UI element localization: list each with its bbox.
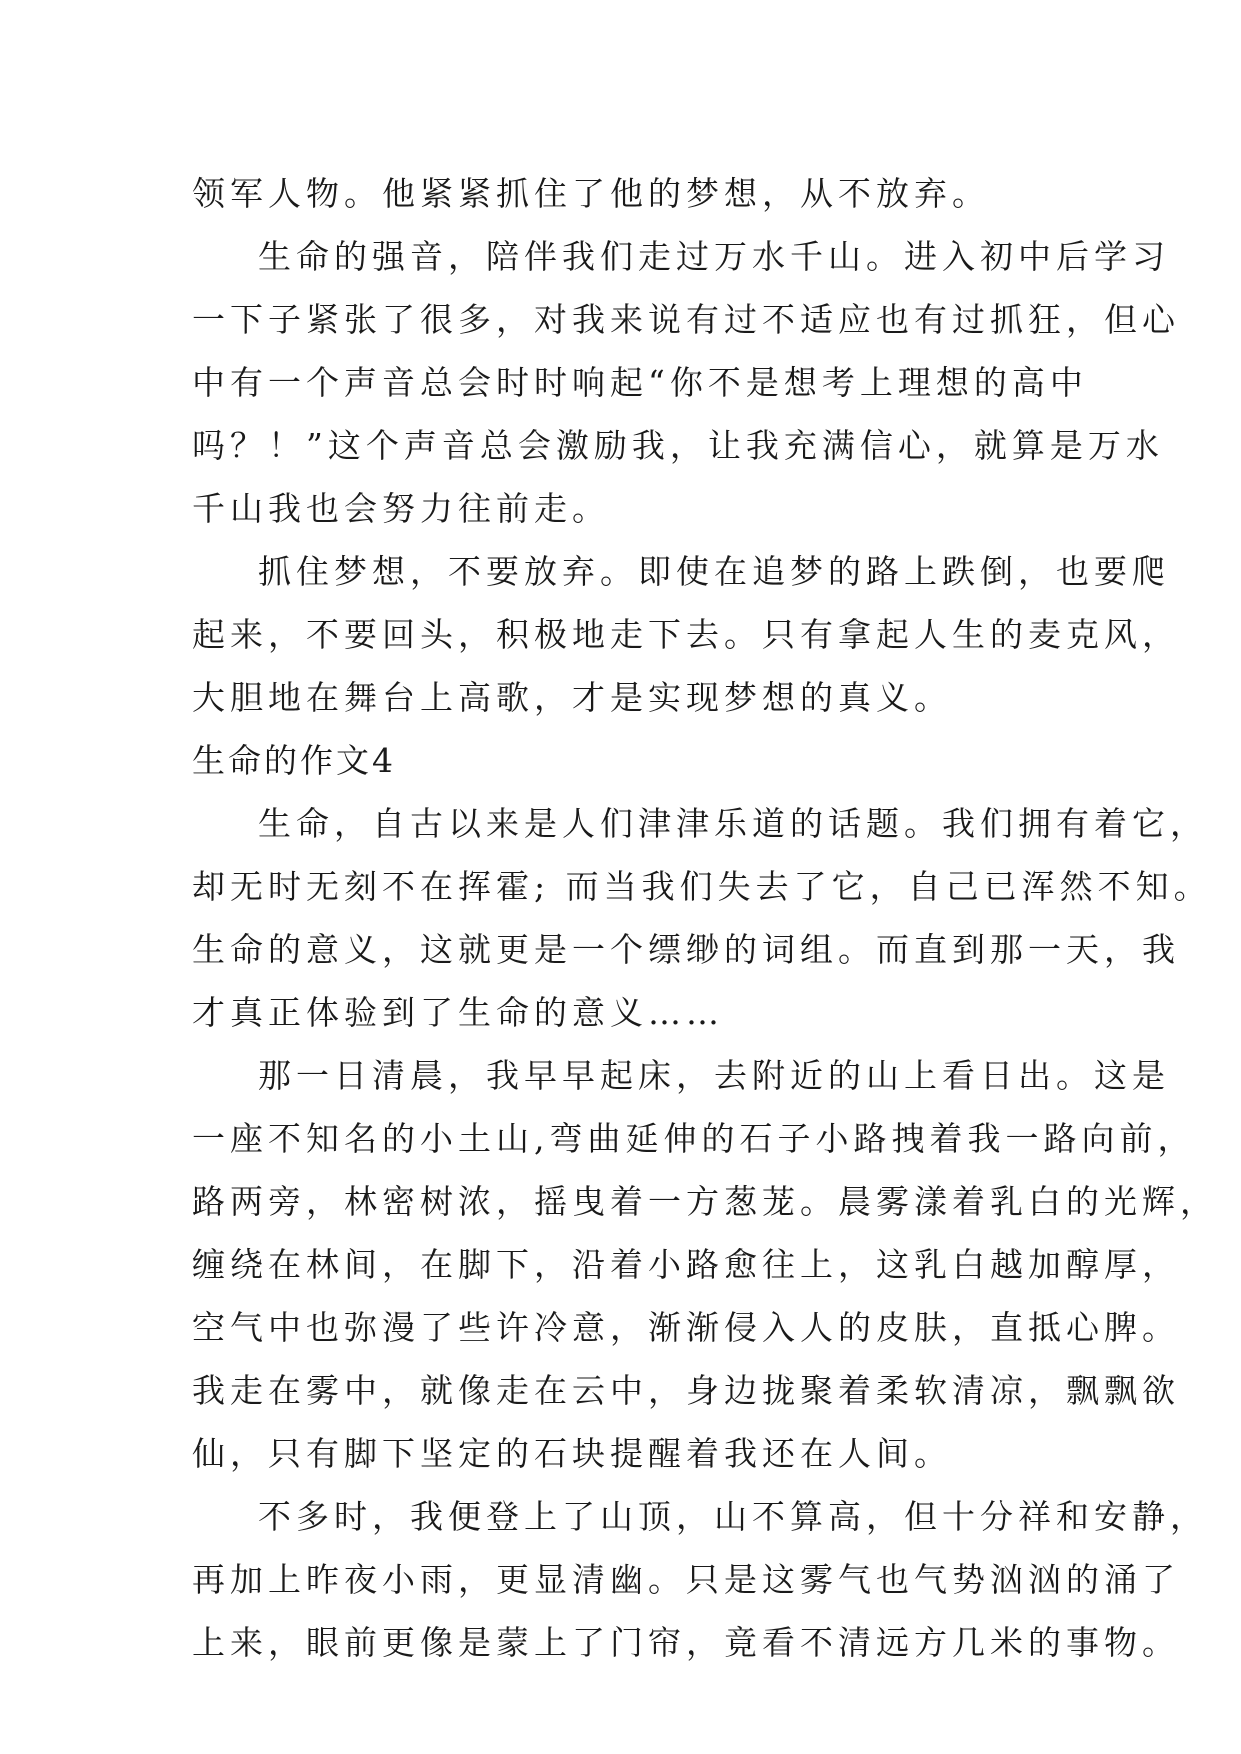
paragraph-line: 再加上昨夜小雨，更显清幽。只是这雾气也气势汹汹的涌了 xyxy=(192,1560,1180,1599)
paragraph-line: 领军人物。他紧紧抓住了他的梦想，从不放弃。 xyxy=(192,174,990,213)
paragraph-line: 路两旁，林密树浓，摇曳着一方葱茏。晨雾漾着乳白的光辉， xyxy=(192,1182,1218,1221)
paragraph-line: 生命的强音，陪伴我们走过万水千山。进入初中后学习 xyxy=(258,237,1170,276)
paragraph-line: 吗？！”这个声音总会激励我，让我充满信心，就算是万水 xyxy=(192,426,1164,465)
section-heading: 生命的作文4 xyxy=(192,741,396,780)
paragraph-line: 我走在雾中，就像走在云中，身边拢聚着柔软清凉，飘飘欲 xyxy=(192,1371,1180,1410)
paragraph-line: 那一日清晨，我早早起床，去附近的山上看日出。这是 xyxy=(258,1056,1170,1095)
paragraph-line: 空气中也弥漫了些许冷意，渐渐侵入人的皮肤，直抵心脾。 xyxy=(192,1308,1180,1347)
paragraph-line: 起来，不要回头，积极地走下去。只有拿起人生的麦克风， xyxy=(192,615,1180,654)
paragraph-line: 生命，自古以来是人们津津乐道的话题。我们拥有着它， xyxy=(258,804,1208,843)
document-body xyxy=(192,162,1218,1674)
paragraph-line: 不多时，我便登上了山顶，山不算高，但十分祥和安静， xyxy=(258,1497,1208,1536)
paragraph-line: 中有一个声音总会时时响起“你不是想考上理想的高中 xyxy=(192,363,1088,402)
paragraph-line: 生命的意义，这就更是一个缥缈的词组。而直到那一天，我 xyxy=(192,930,1180,969)
paragraph-line: 大胆地在舞台上高歌，才是实现梦想的真义。 xyxy=(192,678,952,717)
paragraph-line: 一下子紧张了很多，对我来说有过不适应也有过抓狂，但心 xyxy=(192,300,1180,339)
paragraph-line: 上来，眼前更像是蒙上了门帘，竟看不清远方几米的事物。 xyxy=(192,1623,1180,1662)
paragraph-line: 却无时无刻不在挥霍; 而当我们失去了它，自己已浑然不知。 xyxy=(192,867,1212,906)
paragraph-line: 缠绕在林间，在脚下，沿着小路愈往上，这乳白越加醇厚， xyxy=(192,1245,1180,1284)
paragraph-line: 一座不知名的小土山,弯曲延伸的石子小路拽着我一路向前， xyxy=(192,1119,1196,1158)
paragraph-line: 才真正体验到了生命的意义…… xyxy=(192,993,724,1032)
paragraph-line: 抓住梦想，不要放弃。即使在追梦的路上跌倒，也要爬 xyxy=(258,552,1170,591)
paragraph-line: 仙，只有脚下坚定的石块提醒着我还在人间。 xyxy=(192,1434,952,1473)
paragraph-line: 千山我也会努力往前走。 xyxy=(192,489,610,528)
